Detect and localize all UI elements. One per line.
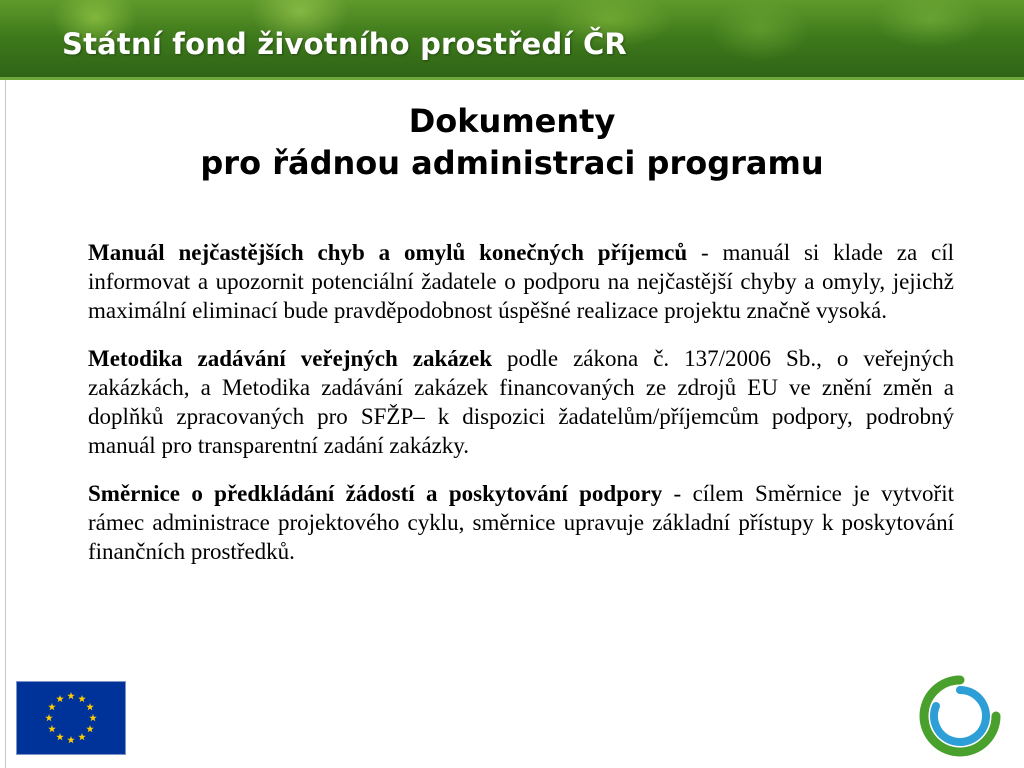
paragraph-manual-text: - manuál si klade za cíl informovat a upozornit potenciální žadatele o podporu na nejčastější chyby a omyly, jejichž maximální eliminací bude pravděpodobnost úspěšné realizace projektu značně vysoká. xyxy=(88,240,954,323)
eu-star-icon xyxy=(45,714,53,721)
eu-star-icon xyxy=(48,703,56,710)
paragraph-manual-heading: Manuál nejčastějších chyb a omylů konečných příjemců xyxy=(88,240,688,265)
paragraph-methodology-text: podle zákona č. 137/2006 Sb., o veřejných zakázkách, a Metodika zadávání zakázek financovaných ze zdrojů EU ve znění změn a doplňků zpracovaných pro SFŽP– k dispozici žadatelům/příjemcům podpory, podrobný manuál pro transparentní zadání zakázky. xyxy=(88,346,954,458)
eu-stars-icon xyxy=(17,682,125,754)
paragraph-methodology-heading: Metodika zadávání veřejných zakázek xyxy=(88,346,492,371)
fund-logo-icon xyxy=(918,674,1002,758)
paragraph-directive-text: - cílem Směrnice je vytvořit rámec administrace projektového cyklu, směrnice upravuje základní přístupy k poskytování finančních prostředků. xyxy=(88,481,954,564)
slide-title xyxy=(0,100,1024,184)
eu-star-icon xyxy=(67,736,75,743)
eu-star-icon xyxy=(78,733,86,740)
content-body xyxy=(88,238,954,566)
eu-star-icon xyxy=(48,725,56,732)
eu-star-icon xyxy=(56,733,64,740)
slide-title-line-2: pro řádnou administraci programu xyxy=(200,144,824,182)
paragraph-methodology xyxy=(88,344,954,460)
slide-title-line-1: Dokumenty xyxy=(408,102,616,140)
eu-star-icon xyxy=(89,714,97,721)
eu-star-icon xyxy=(86,725,94,732)
organization-title: Státní fond životního prostředí ČR xyxy=(62,27,627,61)
paragraph-directive xyxy=(88,479,954,566)
eu-star-icon xyxy=(78,695,86,702)
paragraph-manual xyxy=(88,238,954,325)
paragraph-directive-heading: Směrnice o předkládání žádostí a poskytování podpory xyxy=(88,481,663,506)
eu-star-icon xyxy=(86,703,94,710)
eu-star-icon xyxy=(67,692,75,699)
header-banner xyxy=(0,0,1024,80)
eu-star-icon xyxy=(56,695,64,702)
eu-flag-icon xyxy=(16,681,126,755)
